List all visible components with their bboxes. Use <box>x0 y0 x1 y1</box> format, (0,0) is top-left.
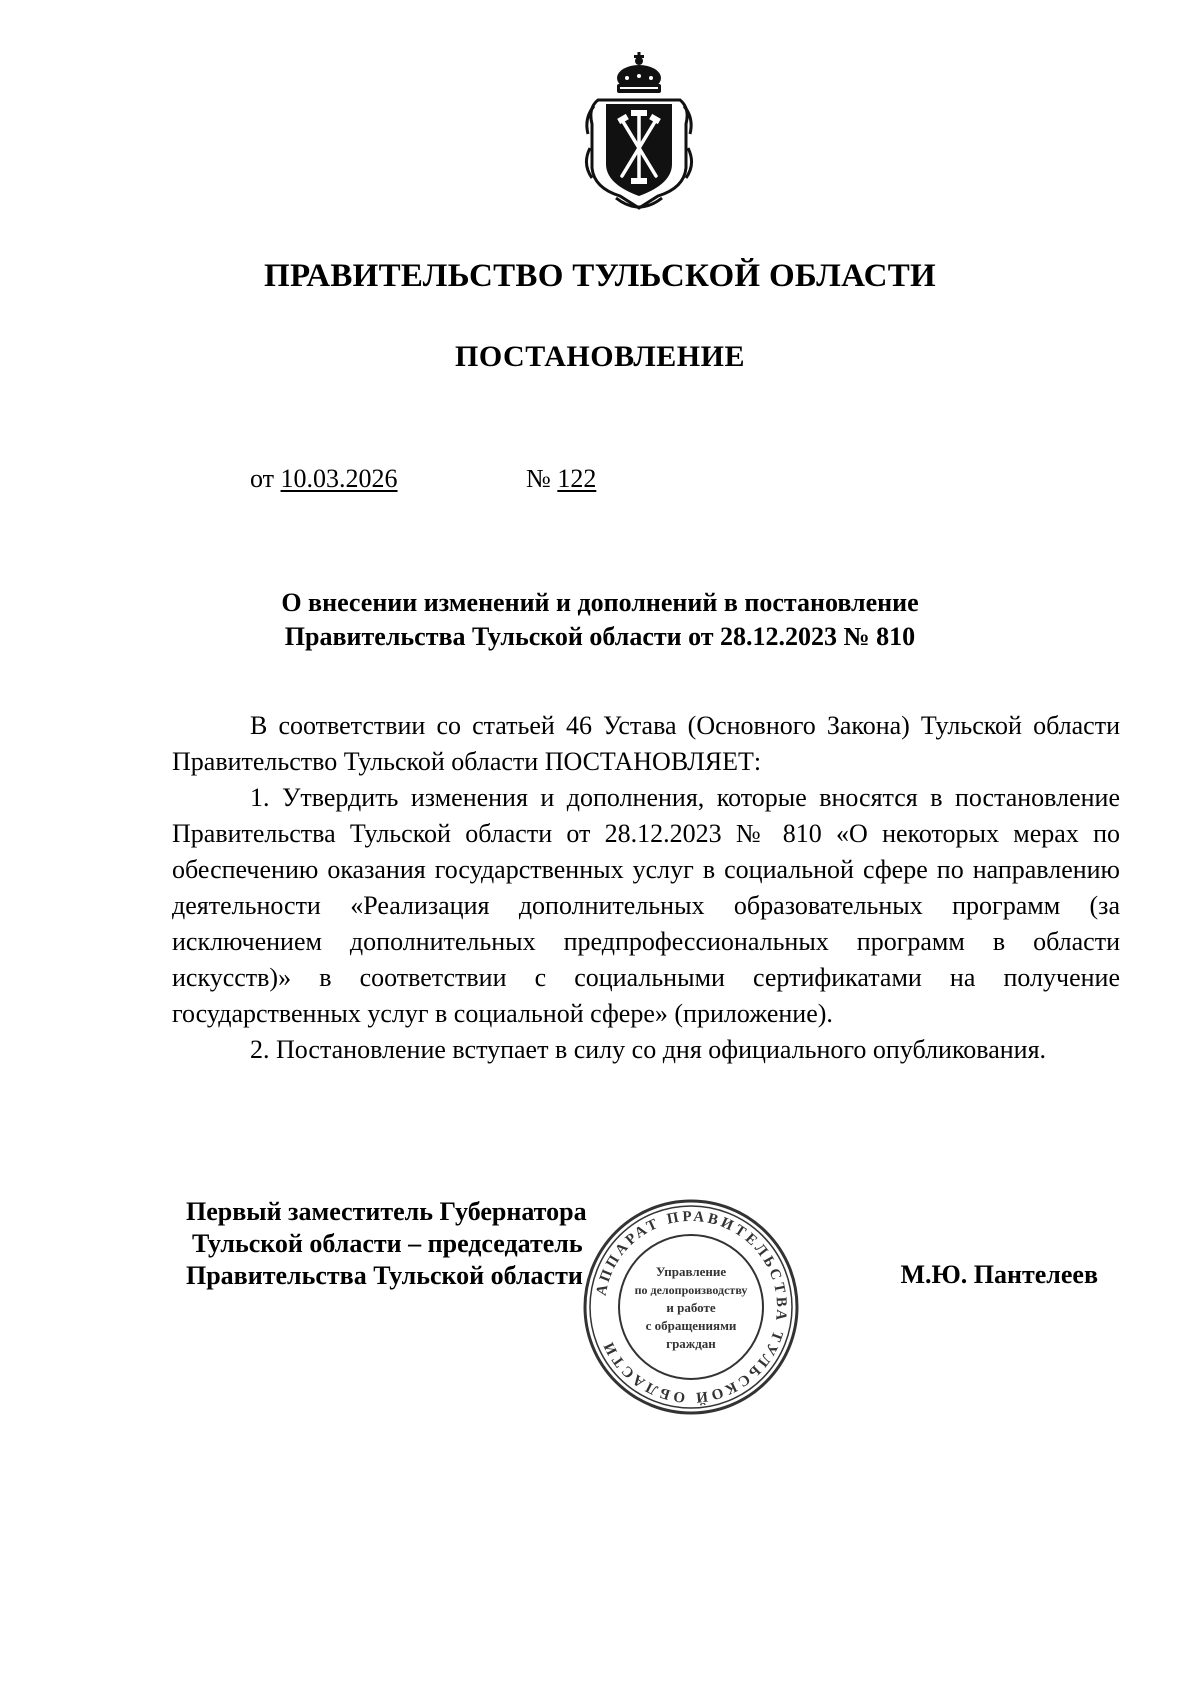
coat-of-arms-icon <box>580 48 698 214</box>
document-date: 10.03.2026 <box>280 464 398 493</box>
document-body <box>172 708 1120 1068</box>
stamp-center-line-5: граждан <box>666 1336 716 1351</box>
stamp-center-line-1: Управление <box>655 1264 727 1279</box>
stamp-ring-text: АППАРАТ ПРАВИТЕЛЬСТВА ТУЛЬСКОЙ ОБЛАСТИ <box>593 1208 790 1406</box>
signer-position-line-2: Тульской области – председатель <box>192 1229 583 1258</box>
signer-name: М.Ю. Пантелеев <box>900 1260 1098 1289</box>
stamp-center-line-2: по делопроизводству <box>634 1283 748 1297</box>
signer-position <box>186 1196 587 1292</box>
stamp-center-line-3: и работе <box>666 1300 716 1315</box>
document-date-line <box>250 464 398 494</box>
number-prefix: № <box>526 464 551 493</box>
body-paragraph-item-2: 2. Постановление вступает в силу со дня официального опубликования. <box>250 1035 1047 1064</box>
document-number: 122 <box>557 464 597 493</box>
date-prefix: от <box>250 464 275 493</box>
stamp-center-line-4: с обращениями <box>645 1318 737 1333</box>
subject-line-2: Правительства Тульской области от 28.12.2023 № 810 <box>284 622 916 651</box>
signer-position-line-1: Первый заместитель Губернатора <box>186 1197 587 1226</box>
document-number-line <box>526 464 596 494</box>
document-type: ПОСТАНОВЛЕНИЕ <box>455 340 745 373</box>
signer-position-line-3: Правительства Тульской области <box>186 1261 583 1290</box>
government-title: ПРАВИТЕЛЬСТВО ТУЛЬСКОЙ ОБЛАСТИ <box>264 258 936 294</box>
document-subject <box>0 586 1200 654</box>
body-paragraph-item-1: 1. Утвердить изменения и дополнения, которые вносятся в постановление Правительства Тульской области от 28.12.2023 № 810 «О некоторых мерах по обеспечению оказания государственных услуг в социальной сфере по направлению деятельности «Реализация дополнительных образовательных программ (за исключением дополнительных предпрофессиональных программ в области искусств)» в соответствии с социальными сертификатами на получение государственных услуг в социальной сфере» (приложение). <box>172 783 1120 1028</box>
official-stamp <box>580 1196 802 1418</box>
body-paragraph-preamble: В соответствии со статьей 46 Устава (Основного Закона) Тульской области Правительство Тульской области ПОСТАНОВЛЯЕТ: <box>172 711 1120 776</box>
subject-line-1: О внесении изменений и дополнений в постановление <box>281 588 919 617</box>
